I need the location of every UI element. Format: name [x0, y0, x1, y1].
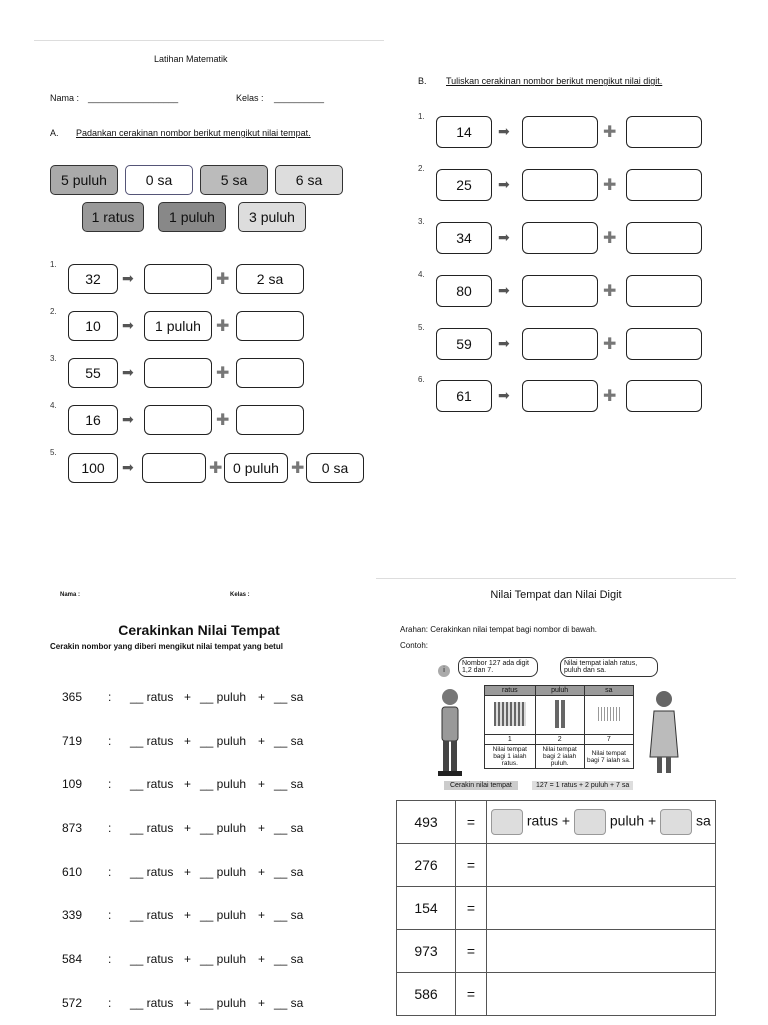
plus-sign: + — [184, 952, 192, 966]
ratus-blank[interactable]: __ ratus — [130, 952, 174, 966]
plus-icon: ✚ — [209, 460, 223, 477]
q5-number: 5. — [50, 448, 57, 457]
pv-digit-2: 2 — [535, 735, 584, 745]
q4-value: 16 — [68, 405, 118, 435]
q1-answer-b[interactable]: 2 sa — [236, 264, 304, 294]
row-number: 109 — [62, 777, 83, 791]
puluh-blank[interactable]: __ puluh — [200, 996, 247, 1010]
b4-answer-a[interactable] — [522, 275, 598, 307]
plus-icon: ✚ — [603, 124, 617, 141]
sa-blank[interactable]: __ sa — [274, 865, 304, 879]
boy-figure — [434, 687, 466, 779]
q1-number: 1. — [50, 260, 57, 269]
arrow-icon: ➡ — [498, 123, 510, 139]
table-row — [397, 887, 716, 930]
table-row — [397, 801, 716, 844]
girl-figure — [644, 687, 684, 779]
class-blank[interactable]: __________ — [274, 93, 325, 103]
cerakin-example: 127 = 1 ratus + 2 puluh + 7 sa — [532, 781, 633, 790]
row-number: 339 — [62, 908, 83, 922]
chip-0-sa[interactable]: 0 sa — [125, 165, 193, 195]
row-number: 719 — [62, 734, 83, 748]
plus-icon: ✚ — [603, 230, 617, 247]
plus-sign: + — [258, 865, 266, 879]
plus-icon: ✚ — [603, 336, 617, 353]
sa-blank[interactable]: __ sa — [274, 777, 304, 791]
b1-answer-b[interactable] — [626, 116, 702, 148]
plus-sign: + — [561, 812, 571, 829]
arrow-icon: ➡ — [498, 176, 510, 192]
pv-desc-2: Nilai tempat bagi 2 ialah puluh. — [535, 745, 584, 769]
q3-answer-b[interactable] — [236, 358, 304, 388]
section-a-label: A. — [50, 128, 59, 138]
q3-answer-a[interactable] — [144, 358, 212, 388]
puluh-blank[interactable]: __ puluh — [200, 690, 247, 704]
plus-icon: ✚ — [216, 271, 230, 288]
q4-answer-a[interactable] — [144, 405, 212, 435]
sa-blank[interactable]: __ sa — [274, 952, 304, 966]
section-b-instruction: Tuliskan cerakinan nombor berikut mengikut nilai digit. — [446, 76, 663, 86]
table-row — [397, 844, 716, 887]
answer-cell[interactable] — [487, 844, 716, 887]
cerakin-label: Cerakin nilai tempat — [444, 781, 518, 790]
arrow-icon: ➡ — [122, 459, 134, 475]
colon: : — [108, 690, 112, 704]
arrow-icon: ➡ — [122, 411, 134, 427]
pv-desc-3: Nilai tempat bagi 7 ialah sa. — [584, 745, 633, 769]
table-row — [397, 973, 716, 1016]
answer-cell[interactable] — [487, 887, 716, 930]
row-number: 973 — [397, 930, 456, 973]
colon: : — [108, 821, 112, 835]
pv-digit-7: 7 — [584, 735, 633, 745]
section-a-instruction: Padankan cerakinan nombor berikut mengikut nilai tempat. — [76, 128, 311, 138]
row-number: 584 — [62, 952, 83, 966]
puluh-blank[interactable]: __ puluh — [200, 821, 247, 835]
q2-answer-b[interactable] — [236, 311, 304, 341]
colon: : — [108, 908, 112, 922]
plus-icon: ✚ — [603, 177, 617, 194]
answer-cell[interactable] — [487, 973, 716, 1016]
plus-sign: + — [184, 996, 192, 1010]
chip-5-puluh[interactable]: 5 puluh — [50, 165, 118, 195]
b5-answer-a[interactable] — [522, 328, 598, 360]
arrow-icon: ➡ — [498, 229, 510, 245]
b6-answer-b[interactable] — [626, 380, 702, 412]
plus-icon: ✚ — [216, 412, 230, 429]
puluh-blank[interactable]: __ puluh — [200, 777, 247, 791]
sheet-top-rule — [34, 40, 384, 41]
pv-desc-1: Nilai tempat bagi 1 ialah ratus. — [485, 745, 536, 769]
equals-sign: = — [456, 887, 487, 930]
row-number: 276 — [397, 844, 456, 887]
plus-sign: + — [258, 777, 266, 791]
arrow-icon: ➡ — [122, 270, 134, 286]
q2-value: 10 — [68, 311, 118, 341]
row-number: 873 — [62, 821, 83, 835]
section-b-label: B. — [418, 76, 427, 86]
plus-icon: ✚ — [216, 365, 230, 382]
row-number: 154 — [397, 887, 456, 930]
ratus-box[interactable] — [491, 809, 523, 835]
equals-sign: = — [456, 844, 487, 887]
arrow-icon: ➡ — [122, 364, 134, 380]
q2-number: 2. — [50, 307, 57, 316]
puluh-blank[interactable]: __ puluh — [200, 908, 247, 922]
q5-value: 100 — [68, 453, 118, 483]
puluh-blank[interactable]: __ puluh — [200, 865, 247, 879]
chip-1-ratus[interactable]: 1 ratus — [82, 202, 144, 232]
b6-answer-a[interactable] — [522, 380, 598, 412]
q5-answer-b[interactable]: 0 puluh — [224, 453, 288, 483]
plus-sign: + — [258, 734, 266, 748]
speech-bubble-right: Nilai tempat ialah ratus, puluh dan sa. — [560, 657, 658, 677]
plus-icon: ✚ — [216, 318, 230, 335]
q1-answer-a[interactable] — [144, 264, 212, 294]
colon: : — [108, 996, 112, 1010]
arrow-icon: ➡ — [498, 282, 510, 298]
pv-header-ratus: ratus — [485, 686, 536, 696]
b4-number: 4. — [418, 270, 425, 279]
q2-answer-a[interactable]: 1 puluh — [144, 311, 212, 341]
plus-sign: + — [258, 952, 266, 966]
puluh-blank[interactable]: __ puluh — [200, 734, 247, 748]
name-blank[interactable]: __________________ — [88, 93, 179, 103]
plus-sign: + — [258, 690, 266, 704]
unit-ratus: ratus — [526, 812, 559, 829]
equals-sign: = — [456, 801, 487, 844]
worksheet-title: Latihan Matematik — [154, 54, 228, 64]
b6-number: 6. — [418, 375, 425, 384]
sa-box[interactable] — [660, 809, 692, 835]
plus-sign: + — [258, 996, 266, 1010]
chip-3-puluh[interactable]: 3 puluh — [238, 202, 306, 232]
b1-number: 1. — [418, 112, 425, 121]
sa-blank[interactable]: __ sa — [274, 908, 304, 922]
colon: : — [108, 734, 112, 748]
ratus-blank[interactable]: __ ratus — [130, 865, 174, 879]
q3-value: 55 — [68, 358, 118, 388]
plus-icon: ✚ — [291, 460, 305, 477]
answer-table — [396, 800, 716, 1016]
q5-answer-a[interactable] — [142, 453, 206, 483]
ratus-blank[interactable]: __ ratus — [130, 996, 174, 1010]
plus-icon: ✚ — [603, 388, 617, 405]
b3-number: 3. — [418, 217, 425, 226]
b5-answer-b[interactable] — [626, 328, 702, 360]
b3-answer-b[interactable] — [626, 222, 702, 254]
b3-value: 34 — [436, 222, 492, 254]
arrow-icon: ➡ — [498, 387, 510, 403]
q5-answer-c[interactable]: 0 sa — [306, 453, 364, 483]
worksheet-d-title: Nilai Tempat dan Nilai Digit — [490, 589, 622, 601]
ratus-blank[interactable]: __ ratus — [130, 777, 174, 791]
name-label: Nama : — [50, 93, 80, 103]
plus-sign: + — [184, 821, 192, 835]
sa-blank[interactable]: __ sa — [274, 996, 304, 1010]
plus-sign: + — [258, 821, 266, 835]
plus-sign: + — [184, 865, 192, 879]
class-label: Kelas : — [236, 93, 264, 103]
answer-cell[interactable] — [487, 801, 716, 844]
sa-blank[interactable]: __ sa — [274, 734, 304, 748]
worksheet-a — [34, 40, 384, 500]
ratus-blank[interactable]: __ ratus — [130, 734, 174, 748]
b2-answer-b[interactable] — [626, 169, 702, 201]
chip-6-sa[interactable]: 6 sa — [275, 165, 343, 195]
speech-bubble-left: Nombor 127 ada digit 1,2 dan 7. — [458, 657, 538, 677]
pv-header-puluh: puluh — [535, 686, 584, 696]
colon: : — [108, 865, 112, 879]
pv-digit-1: 1 — [485, 735, 536, 745]
puluh-box[interactable] — [574, 809, 606, 835]
unit-puluh: puluh — [609, 812, 645, 829]
colon: : — [108, 777, 112, 791]
tens-rod-icon — [535, 696, 584, 735]
place-value-table — [484, 685, 634, 769]
ones-cube-icon — [584, 696, 633, 735]
row-number: 365 — [62, 690, 83, 704]
class-label-c: Kelas : — [230, 592, 250, 598]
info-icon: i — [438, 665, 450, 677]
plus-sign: + — [184, 908, 192, 922]
row-number: 572 — [62, 996, 83, 1010]
b4-answer-b[interactable] — [626, 275, 702, 307]
b5-value: 59 — [436, 328, 492, 360]
b3-answer-a[interactable] — [522, 222, 598, 254]
row-number: 586 — [397, 973, 456, 1016]
q4-answer-b[interactable] — [236, 405, 304, 435]
equals-sign: = — [456, 930, 487, 973]
worksheet-c-subtitle: Cerakin nombor yang diberi mengikut nilai tempat yang betul — [50, 642, 283, 651]
q4-number: 4. — [50, 401, 57, 410]
b6-value: 61 — [436, 380, 492, 412]
equals-sign: = — [456, 973, 487, 1016]
worksheet-c-title: Cerakinkan Nilai Tempat — [118, 622, 280, 638]
row-number: 493 — [397, 801, 456, 844]
ratus-blank[interactable]: __ ratus — [130, 821, 174, 835]
plus-sign: + — [648, 812, 657, 829]
b4-value: 80 — [436, 275, 492, 307]
b2-value: 25 — [436, 169, 492, 201]
b1-value: 14 — [436, 116, 492, 148]
answer-cell[interactable] — [487, 930, 716, 973]
row-number: 610 — [62, 865, 83, 879]
q3-number: 3. — [50, 354, 57, 363]
ratus-blank[interactable]: __ ratus — [130, 908, 174, 922]
ratus-blank[interactable]: __ ratus — [130, 690, 174, 704]
b2-number: 2. — [418, 164, 425, 173]
b2-answer-a[interactable] — [522, 169, 598, 201]
worksheet-b — [398, 54, 736, 486]
hundreds-block-icon — [485, 696, 536, 735]
chip-5-sa[interactable]: 5 sa — [200, 165, 268, 195]
plus-sign: + — [184, 690, 192, 704]
arrow-icon: ➡ — [498, 335, 510, 351]
b1-answer-a[interactable] — [522, 116, 598, 148]
sa-blank[interactable]: __ sa — [274, 821, 304, 835]
pv-header-sa: sa — [584, 686, 633, 696]
chip-1-puluh[interactable]: 1 puluh — [158, 202, 226, 232]
q1-value: 32 — [68, 264, 118, 294]
table-row — [397, 930, 716, 973]
name-label-c: Nama : — [60, 592, 81, 598]
colon: : — [108, 952, 112, 966]
arrow-icon: ➡ — [122, 317, 134, 333]
worksheet-d-instruction: Arahan: Cerakinkan nilai tempat bagi nombor di bawah. — [400, 625, 598, 634]
plus-sign: + — [184, 734, 192, 748]
puluh-blank[interactable]: __ puluh — [200, 952, 247, 966]
sa-blank[interactable]: __ sa — [274, 690, 304, 704]
plus-sign: + — [258, 908, 266, 922]
plus-sign: + — [184, 777, 192, 791]
example-label: Contoh: — [400, 641, 429, 650]
plus-icon: ✚ — [603, 283, 617, 300]
b5-number: 5. — [418, 323, 425, 332]
unit-sa: sa — [696, 812, 711, 829]
